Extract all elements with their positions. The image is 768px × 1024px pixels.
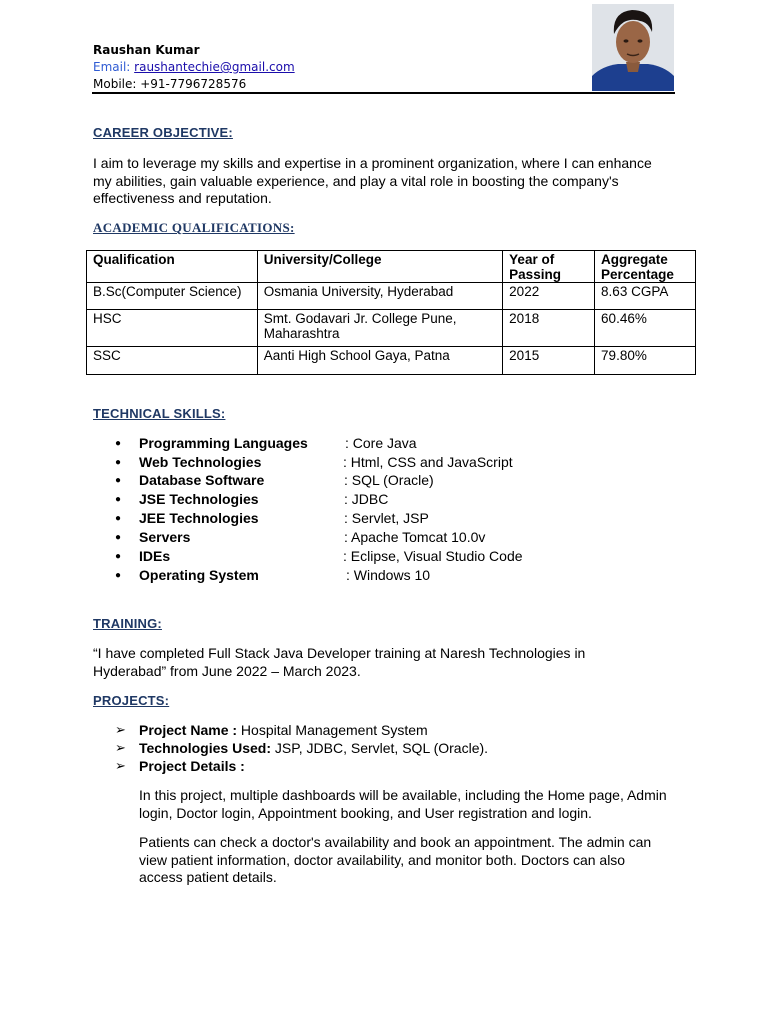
skill-label: Servers [139, 529, 191, 545]
arrow-bullet-icon: ➢ [115, 722, 126, 737]
bullet-icon: ● [115, 513, 122, 524]
skill-label: Programming Languages [139, 435, 308, 451]
arrow-bullet-icon: ➢ [115, 740, 126, 755]
table-cell: B.Sc(Computer Science) [87, 283, 258, 310]
skill-value: : Windows 10 [346, 567, 431, 583]
email-line [93, 60, 295, 74]
skill-value: : Core Java [345, 435, 417, 451]
skill-label: JSE Technologies [139, 491, 259, 507]
table-cell: SSC [87, 347, 258, 375]
skill-label: IDEs [139, 548, 171, 564]
skill-value: : Servlet, JSP [344, 510, 429, 526]
table-cell: Smt. Godavari Jr. College Pune, Maharashtra [257, 310, 502, 347]
table-row [87, 347, 696, 375]
table-cell: 8.63 CGPA [595, 283, 696, 310]
table-cell: HSC [87, 310, 258, 347]
column-header: University/College [257, 251, 502, 283]
technical-skills-heading: TECHNICAL SKILLS: [93, 406, 226, 421]
email-link[interactable]: raushantechie@gmail.com [134, 60, 295, 74]
bullet-icon: ● [115, 532, 122, 543]
email-label: Email: [93, 60, 135, 74]
table-row [87, 310, 696, 347]
skill-value: : SQL (Oracle) [344, 472, 434, 488]
project-details-paragraph-2: Patients can check a doctor's availability and book an appointment. The admin can view patient information, doctor availability, and monitor both. Doctors can also access patient details. [139, 834, 652, 885]
mobile-line: Mobile: +91-7796728576 [93, 77, 247, 91]
table-cell: 2022 [503, 283, 595, 310]
table-cell: 79.80% [595, 347, 696, 375]
skill-value: : Eclipse, Visual Studio Code [343, 548, 523, 564]
academic-table [86, 250, 696, 375]
bullet-icon: ● [115, 494, 122, 505]
career-objective-heading: CAREER OBJECTIVE: [93, 125, 233, 140]
project-details-label: Project Details : [139, 758, 245, 774]
academic-heading: ACADEMIC QUALIFICATIONS: [93, 220, 295, 235]
table-cell: 2015 [503, 347, 595, 375]
skill-label: Operating System [139, 567, 259, 583]
technologies-used-label: Technologies Used: [139, 740, 271, 756]
table-cell: Aanti High School Gaya, Patna [257, 347, 502, 375]
skill-value: : Html, CSS and JavaScript [343, 454, 513, 470]
project-name-label: Project Name : [139, 722, 238, 738]
training-text: “I have completed Full Stack Java Developer training at Naresh Technologies in Hyderabad” from June 2022 – March 2023. [93, 645, 586, 679]
career-objective-text: I aim to leverage my skills and expertise in a prominent organization, where I can enhance my abilities, gain valuable experience, and play a vital role in boosting the company's effectiveness and reputation. [93, 155, 652, 206]
skill-label: Web Technologies [139, 454, 262, 470]
column-header: Aggregate Percentage [595, 251, 696, 283]
candidate-name: Raushan Kumar [93, 43, 200, 57]
header-divider [92, 92, 675, 94]
training-heading: TRAINING: [93, 616, 162, 631]
technologies-used-value: JSP, JDBC, Servlet, SQL (Oracle). [270, 740, 489, 756]
table-cell: 2018 [503, 310, 595, 347]
skill-label: Database Software [139, 472, 265, 488]
column-header: Qualification [87, 251, 258, 283]
bullet-icon: ● [115, 438, 122, 449]
column-header: Year of Passing [503, 251, 595, 283]
skill-value: : JDBC [344, 491, 389, 507]
skill-label: JEE Technologies [139, 510, 259, 526]
project-details-paragraph-1: In this project, multiple dashboards will be available, including the Home page, Admin login, Doctor login, Appointment booking, and User registration and login. [139, 787, 667, 821]
bullet-icon: ● [115, 457, 122, 468]
projects-heading: PROJECTS: [93, 693, 170, 708]
project-name-value: Hospital Management System [237, 722, 428, 738]
bullet-icon: ● [115, 551, 122, 562]
table-row [87, 283, 696, 310]
bullet-icon: ● [115, 475, 122, 486]
profile-photo [592, 4, 674, 91]
table-cell: Osmania University, Hyderabad [257, 283, 502, 310]
bullet-icon: ● [115, 570, 122, 581]
arrow-bullet-icon: ➢ [115, 758, 126, 773]
table-header-row [87, 251, 696, 283]
table-cell: 60.46% [595, 310, 696, 347]
skill-value: : Apache Tomcat 10.0v [344, 529, 486, 545]
